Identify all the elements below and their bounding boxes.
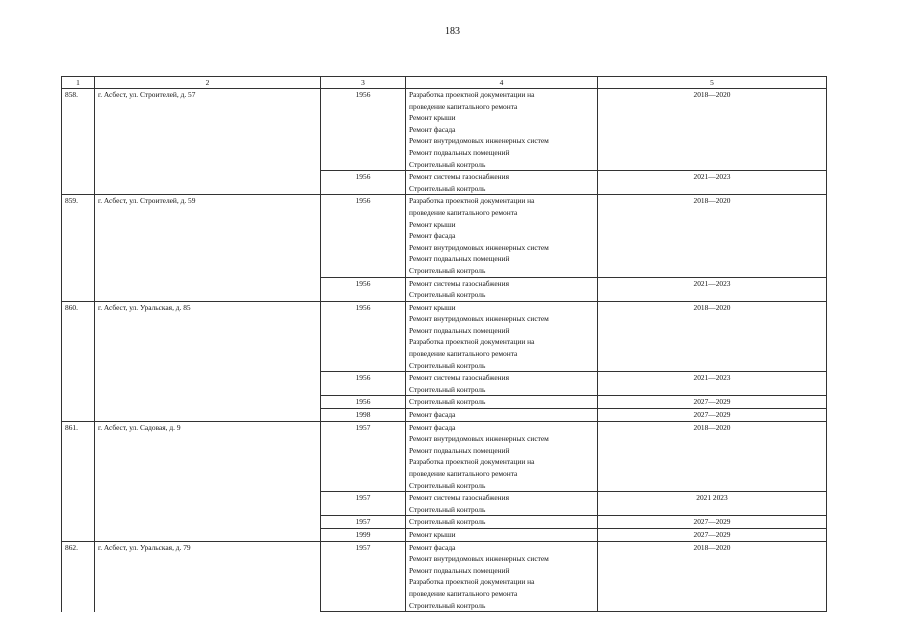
header-col-2: 2 <box>95 77 321 89</box>
work-item: Строительный контроль <box>409 384 486 394</box>
work-item: Строительный контроль <box>409 290 486 300</box>
repair-period: 2021—2023 <box>598 277 827 301</box>
work-item: Ремонт подвальных помещений <box>409 445 510 455</box>
table-row <box>62 301 827 372</box>
work-item: Ремонт системы газоснабжения <box>409 172 509 182</box>
work-item: Ремонт подвальных помещений <box>409 565 510 575</box>
work-item: Ремонт системы газоснабжения <box>409 493 509 503</box>
work-item: Строительный контроль <box>409 159 486 169</box>
header-col-5: 5 <box>598 77 827 89</box>
table-header <box>62 77 827 89</box>
works-list <box>406 396 598 409</box>
table-row <box>62 421 827 492</box>
work-item: Разработка проектной документации на <box>409 337 535 347</box>
build-year: 1957 <box>321 421 406 492</box>
work-item: Строительный контроль <box>409 504 486 514</box>
build-year: 1956 <box>321 301 406 372</box>
works-list <box>406 492 598 516</box>
build-year: 1956 <box>321 195 406 277</box>
work-item: Строительный контроль <box>409 183 486 193</box>
repair-period: 2018—2020 <box>598 195 827 277</box>
object-address: г. Асбест, ул. Строителей, д. 59 <box>95 195 321 301</box>
work-item: Ремонт крыши <box>409 302 456 312</box>
repair-period: 2018—2020 <box>598 89 827 171</box>
work-item: Ремонт системы газоснабжения <box>409 373 509 383</box>
repair-period: 2018—2020 <box>598 301 827 372</box>
works-list <box>406 409 598 422</box>
work-item: Ремонт внутридомовых инженерных систем <box>409 136 549 146</box>
work-item: Разработка проектной документации на <box>409 196 535 206</box>
repair-period: 2021—2023 <box>598 372 827 396</box>
works-list <box>406 301 598 372</box>
build-year: 1956 <box>321 277 406 301</box>
build-year: 1999 <box>321 528 406 541</box>
object-address: г. Асбест, ул. Уральская, д. 85 <box>95 301 321 421</box>
work-item: Ремонт системы газоснабжения <box>409 278 509 288</box>
work-item: Ремонт фасада <box>409 410 456 420</box>
work-item: Строительный контроль <box>409 360 486 370</box>
table-body <box>62 89 827 612</box>
work-item: проведение капитального ремонта <box>409 588 518 598</box>
work-item: проведение капитального ремонта <box>409 207 518 217</box>
work-item: Ремонт фасада <box>409 124 456 134</box>
repair-period: 2027—2029 <box>598 516 827 529</box>
build-year: 1998 <box>321 409 406 422</box>
build-year: 1957 <box>321 516 406 529</box>
work-item: Ремонт внутридомовых инженерных систем <box>409 314 549 324</box>
works-list <box>406 528 598 541</box>
work-item: Строительный контроль <box>409 517 486 527</box>
object-address: г. Асбест, ул. Строителей, д. 57 <box>95 89 321 195</box>
work-item: Ремонт крыши <box>409 219 456 229</box>
object-number: 862. <box>62 541 95 612</box>
repair-period: 2021 2023 <box>598 492 827 516</box>
works-list <box>406 541 598 612</box>
repair-period: 2027—2029 <box>598 409 827 422</box>
work-item: Ремонт фасада <box>409 231 456 241</box>
works-list <box>406 516 598 529</box>
work-item: Ремонт подвальных помещений <box>409 147 510 157</box>
work-item: Разработка проектной документации на <box>409 457 535 467</box>
work-item: Ремонт подвальных помещений <box>409 325 510 335</box>
work-item: Ремонт фасада <box>409 422 456 432</box>
works-list <box>406 171 598 195</box>
work-item: Строительный контроль <box>409 480 486 490</box>
object-number: 859. <box>62 195 95 301</box>
works-list <box>406 195 598 277</box>
repair-period: 2021—2023 <box>598 171 827 195</box>
work-item: проведение капитального ремонта <box>409 349 518 359</box>
work-item: Ремонт фасада <box>409 542 456 552</box>
table-row <box>62 541 827 612</box>
works-list <box>406 89 598 171</box>
page-number: 183 <box>445 26 460 37</box>
table-row <box>62 89 827 171</box>
work-item: Строительный контроль <box>409 265 486 275</box>
object-address: г. Асбест, ул. Уральская, д. 79 <box>95 541 321 612</box>
build-year: 1956 <box>321 396 406 409</box>
work-item: Строительный контроль <box>409 397 486 407</box>
work-item: Ремонт подвальных помещений <box>409 254 510 264</box>
object-number: 858. <box>62 89 95 195</box>
work-item: Строительный контроль <box>409 600 486 610</box>
works-list <box>406 372 598 396</box>
works-list <box>406 421 598 492</box>
work-item: Разработка проектной документации на <box>409 577 535 587</box>
object-address: г. Асбест, ул. Садовая, д. 9 <box>95 421 321 541</box>
object-number: 860. <box>62 301 95 421</box>
header-col-4: 4 <box>406 77 598 89</box>
header-row <box>62 77 827 89</box>
build-year: 1956 <box>321 171 406 195</box>
works-list <box>406 277 598 301</box>
work-item: Ремонт внутридомовых инженерных систем <box>409 242 549 252</box>
work-item: Ремонт внутридомовых инженерных систем <box>409 554 549 564</box>
repair-period: 2018—2020 <box>598 541 827 612</box>
build-year: 1957 <box>321 492 406 516</box>
build-year: 1957 <box>321 541 406 612</box>
build-year: 1956 <box>321 372 406 396</box>
work-item: проведение капитального ремонта <box>409 101 518 111</box>
work-item: Ремонт внутридомовых инженерных систем <box>409 434 549 444</box>
build-year: 1956 <box>321 89 406 171</box>
work-item: Ремонт крыши <box>409 113 456 123</box>
work-item: Ремонт крыши <box>409 529 456 539</box>
repair-period: 2027—2029 <box>598 528 827 541</box>
repair-period: 2027—2029 <box>598 396 827 409</box>
table-row <box>62 195 827 277</box>
header-col-1: 1 <box>62 77 95 89</box>
work-item: проведение капитального ремонта <box>409 469 518 478</box>
header-col-3: 3 <box>321 77 406 89</box>
repair-schedule-table <box>61 76 827 612</box>
object-number: 861. <box>62 421 95 541</box>
repair-period: 2018—2020 <box>598 421 827 492</box>
work-item: Разработка проектной документации на <box>409 90 535 99</box>
